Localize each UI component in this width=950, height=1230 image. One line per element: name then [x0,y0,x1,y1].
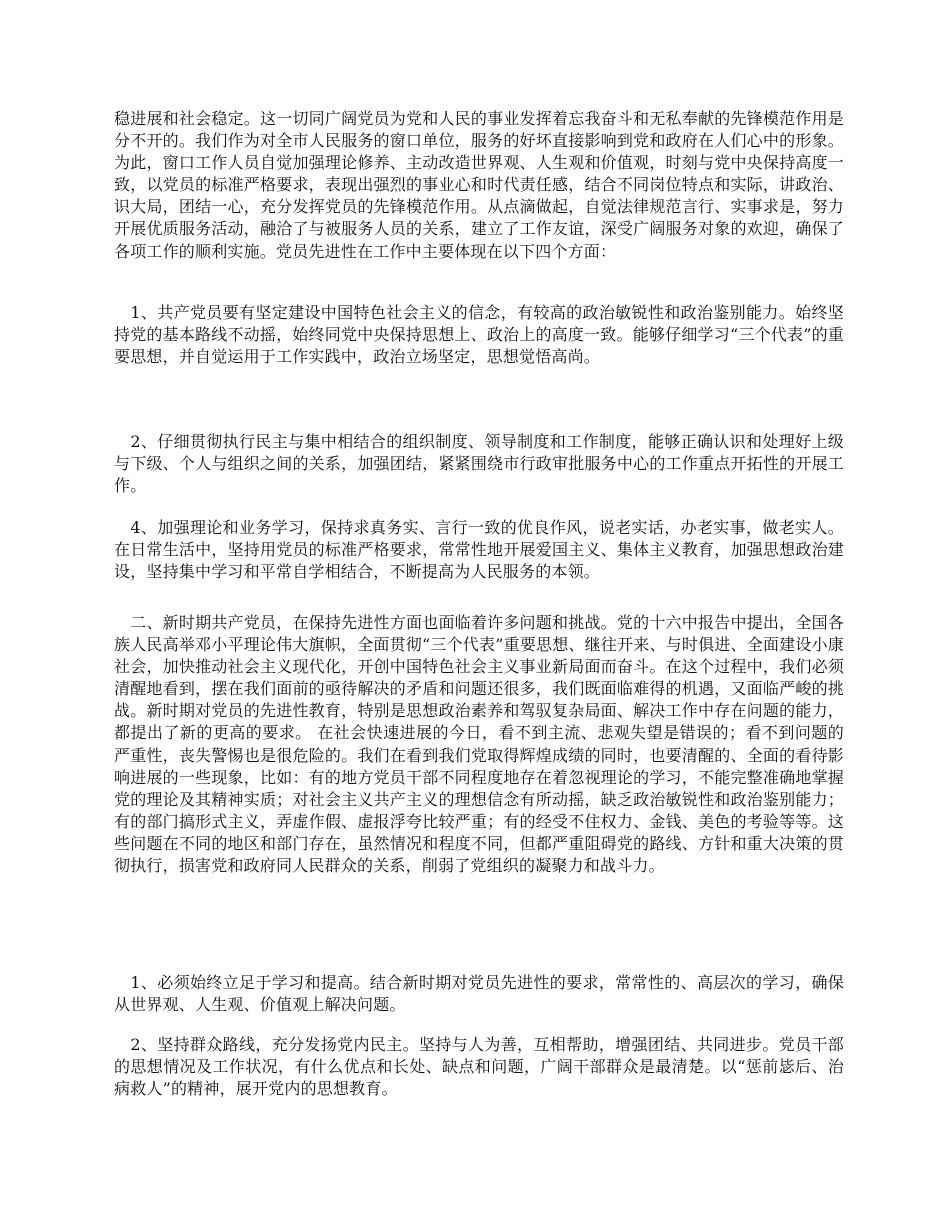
paragraph-intro: 稳进展和社会稳定。这一切同广阔党员为党和人民的事业发挥着忘我奋斗和无私奉献的先锋模范作用是分不开的。我们作为对全市人民服务的窗口单位，服务的好坏直接影响到党和政府在人们心中的形象。为此，窗口工作人员自觉加强理论修养、主动改造世界观、人生观和价值观，时刻与党中央保持高度一致，以党员的标准严格要求，表现出强烈的事业心和时代责任感，结合不同岗位特点和实际，讲政治、识大局，团结一心，充分发挥党员的先锋模范作用。从点滴做起，自觉法律规范言行、实事求是，努力开展优质服务活动，融洽了与被服务人员的关系，建立了工作友谊，深受广阔服务对象的欢迎，确保了各项工作的顺利实施。党员先进性在工作中主要体现在以下四个方面： [114,109,844,261]
paragraph-point-4: 4、加强理论和业务学习，保持求真务实、言行一致的优良作风，说老实话，办老实事，做老实人。在日常生活中，坚持用党员的标准严格要求，常常性地开展爱国主义、集体主义教育，加强思想政治建设，坚持集中学习和平常自学相结合，不断提高为人民服务的本领。 [114,518,844,582]
paragraph-section-two: 二、新时期共产党员，在保持先进性方面也面临着许多问题和挑战。党的十六中报告中提出，全国各族人民高举邓小平理论伟大旗帜，全面贯彻“三个代表”重要思想、继往开来、与时俱进、全面建设小康社会，加快推动社会主义现代化，开创中国特色社会主义事业新局面而奋斗。在这个过程中，我们必须清醒地看到，摆在我们面前的亟待解决的矛盾和问题还很多，我们既面临难得的机遇，又面临严峻的挑战。新时期对党员的先进性教育，特别是思想政治素养和驾驭复杂局面、解决工作中存在问题的能力，都提出了新的更高的要求。 在社会快速进展的今日，看不到主流、悲观失望是错误的；看不到问题的严重性，丧失警惕也是很危险的。我们在看到我们党取得辉煌成绩的同时，也要清醒的、全面的看待影响进展的一些现象，比如：有的地方党员干部不同程度地存在着忽视理论的学习，不能完整准确地掌握党的理论及其精神实质；对社会主义共产主义的理想信念有所动摇，缺乏政治敏锐性和政治鉴别能力；有的部门搞形式主义，弄虚作假、虚报浮夸比较严重；有的经受不住权力、金钱、美色的考验等等。这些问题在不同的地区和部门存在，虽然情况和程度不同，但都严重阻碍党的路线、方针和重大决策的贯彻执行，损害党和政府同人民群众的关系，削弱了党组织的凝聚力和战斗力。 [114,613,844,876]
paragraph-point-2: 2、仔细贯彻执行民主与集中相结合的组织制度、领导制度和工作制度，能够正确认识和处理好上级与下级、个人与组织之间的关系，加强团结，紧紧围绕市行政审批服务中心的工作重点开拓性的开展工作。 [114,432,844,496]
paragraph-point-1: 1、共产党员要有坚定建设中国特色社会主义的信念，有较高的政治敏锐性和政治鉴别能力。始终坚持党的基本路线不动摇，始终同党中央保持思想上、政治上的高度一致。能够仔细学习“三个代表”的重要思想，并自觉运用于工作实践中，政治立场坚定，思想觉悟高尚。 [114,303,844,367]
paragraph-measure-2: 2、坚持群众路线，充分发扬党内民主。坚持与人为善，互相帮助，增强团结、共同进步。党员干部的思想情况及工作状况，有什么优点和长处、缺点和问题，广阔干部群众是最清楚。以“惩前毖后、治病救人”的精神，展开党内的思想教育。 [114,1035,844,1099]
paragraph-measure-1: 1、必须始终立足于学习和提高。结合新时期对党员先进性的要求，常常性的、高层次的学习，确保从世界观、人生观、价值观上解决问题。 [114,973,844,1015]
